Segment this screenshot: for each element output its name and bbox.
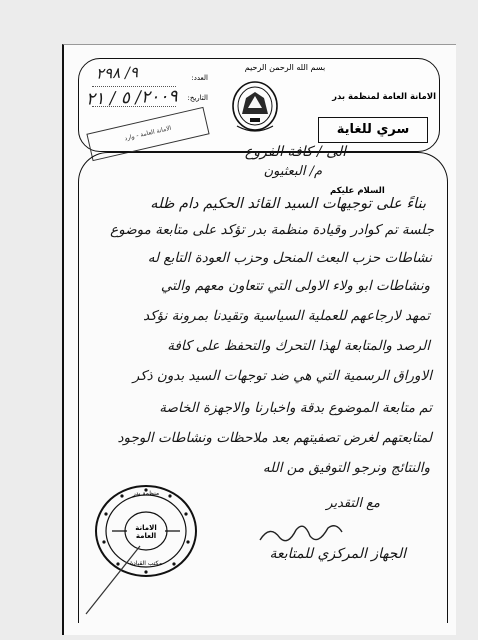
- letter-line-2: جلسة تم كوادر وقيادة منظمة بدر تؤكد على متابعة موضوع: [110, 222, 434, 238]
- letter-line-8: تم متابعة الموضوع بدقة واخبارنا والاجهزة الخاصة: [159, 400, 432, 416]
- classification-label: سري للغاية: [318, 117, 428, 143]
- greeting: السلام عليكم: [330, 186, 385, 196]
- recipient-line-1: الى / كافة الفروع: [244, 144, 346, 160]
- seal-middle-text: الامانة العامة: [135, 524, 157, 540]
- closing: مع التقدير: [326, 496, 380, 511]
- seal-top-text: منظمة بدر: [132, 490, 160, 497]
- signature-line: الجهاز المركزي للمتابعة: [269, 546, 406, 562]
- letter-line-4: ونشاطات ابو ولاء الاولى التي تتعاون معهم والتي: [160, 278, 430, 294]
- received-stamp: الامانة العامة - وارد: [86, 107, 209, 161]
- letter-line-7: الاوراق الرسمية التي هي ضد توجهات السيد بدون ذكر: [132, 368, 432, 384]
- letter-line-3: نشاطات حزب البعث المنحل وحزب العودة التابع له: [147, 250, 432, 266]
- letter-line-9: لمتابعتهم لغرض تصفيتهم بعد ملاحظات ونشاطات الوجود: [117, 430, 432, 446]
- ref-label: العدد:: [191, 74, 208, 82]
- signature-scribble-icon: [256, 520, 346, 548]
- recipient-line-2: م/ البعثيون: [263, 164, 322, 179]
- letter-line-6: الرصد والمتابعة لهذا التحرك والتحفظ على كافة: [167, 338, 430, 354]
- date-label: التاريخ:: [187, 94, 208, 102]
- diagonal-stroke: [80, 540, 150, 620]
- basmala: بسم الله الرحمن الرحيم: [244, 63, 326, 72]
- letter-line-10: والنتائج ونرجو التوفيق من الله: [262, 460, 430, 476]
- date-value: ٢٠٠٩/ ٥ / ٢١: [85, 86, 178, 110]
- organization-name: الامانة العامة لمنظمة بدر: [332, 92, 436, 102]
- seal-bottom-text: مكتب القيادة: [129, 560, 163, 567]
- letter-line-1: بناءً على توجيهات السيد القائد الحكيم دام ظله: [150, 196, 426, 212]
- letter-line-5: تمهد لارجاعهم للعملية السياسية وتقيدنا بمرونة نؤكد: [143, 308, 430, 324]
- ref-value: ٩/ ٢٩٨: [95, 63, 139, 83]
- emblem-icon: [228, 78, 282, 138]
